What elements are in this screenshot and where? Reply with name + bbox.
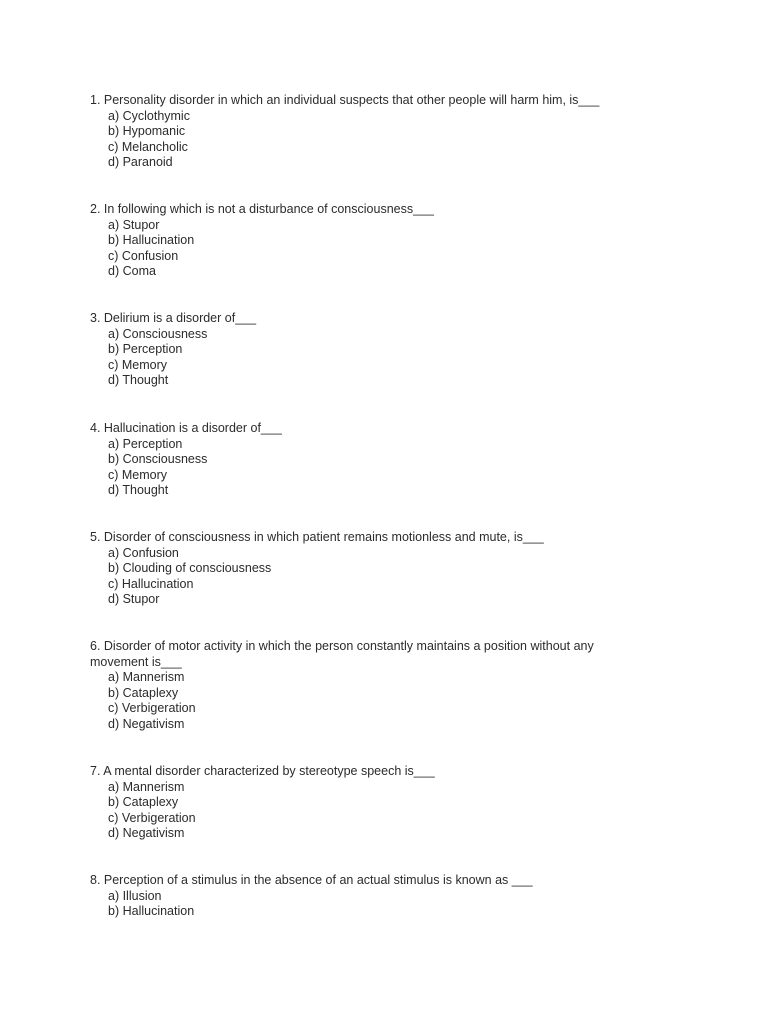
answer-option: d) Thought xyxy=(108,373,169,388)
answer-option: d) Negativism xyxy=(108,826,185,841)
answer-option: d) Stupor xyxy=(108,592,160,607)
answer-option: d) Coma xyxy=(108,264,156,279)
answer-option: b) Cataplexy xyxy=(108,795,179,810)
question-5 xyxy=(90,530,650,608)
answer-option: b) Perception xyxy=(108,342,183,357)
question-text: 6. Disorder of motor activity in which the person constantly maintains a position without any movement is___ xyxy=(90,639,594,669)
question-text: 2. In following which is not a disturbance of consciousness___ xyxy=(90,202,434,216)
answer-option: b) Hypomanic xyxy=(108,124,186,139)
answer-options xyxy=(90,670,650,732)
answer-option: d) Negativism xyxy=(108,716,185,731)
answer-options xyxy=(90,218,650,280)
answer-option: d) Paranoid xyxy=(108,155,173,170)
answer-option: b) Hallucination xyxy=(108,233,195,248)
question-text: 5. Disorder of consciousness in which patient remains motionless and mute, is___ xyxy=(90,530,544,544)
question-7 xyxy=(90,764,650,842)
answer-option: a) Confusion xyxy=(108,545,179,560)
answer-options xyxy=(90,109,650,171)
question-text: 4. Hallucination is a disorder of___ xyxy=(90,421,282,435)
answer-option: c) Verbigeration xyxy=(108,810,196,825)
answer-option: a) Mannerism xyxy=(108,779,185,794)
answer-option: a) Perception xyxy=(108,436,183,451)
answer-option: b) Cataplexy xyxy=(108,685,179,700)
answer-options xyxy=(90,780,650,842)
answer-option: c) Confusion xyxy=(108,248,179,263)
answer-option: a) Illusion xyxy=(108,888,162,903)
question-text: 8. Perception of a stimulus in the absence of an actual stimulus is known as ___ xyxy=(90,873,533,887)
answer-option: c) Verbigeration xyxy=(108,701,196,716)
question-text: 3. Delirium is a disorder of___ xyxy=(90,311,257,325)
answer-option: a) Cyclothymic xyxy=(108,108,190,123)
answer-option: c) Memory xyxy=(108,467,168,482)
question-2 xyxy=(90,202,650,280)
answer-option: b) Clouding of consciousness xyxy=(108,561,272,576)
question-3 xyxy=(90,311,650,389)
answer-options xyxy=(90,437,650,499)
question-1 xyxy=(90,93,650,171)
answer-option: a) Mannerism xyxy=(108,670,185,685)
question-text: 1. Personality disorder in which an individual suspects that other people will harm him, is___ xyxy=(90,93,600,107)
answer-option: c) Hallucination xyxy=(108,576,194,591)
question-6 xyxy=(90,639,650,733)
answer-options xyxy=(90,327,650,389)
answer-option: c) Melancholic xyxy=(108,139,188,154)
answer-option: d) Thought xyxy=(108,483,169,498)
answer-option: a) Stupor xyxy=(108,217,160,232)
answer-options xyxy=(90,546,650,608)
question-text: 7. A mental disorder characterized by stereotype speech is___ xyxy=(90,764,435,778)
question-4 xyxy=(90,421,650,499)
answer-option: b) Hallucination xyxy=(108,904,195,919)
answer-option: b) Consciousness xyxy=(108,452,208,467)
question-8 xyxy=(90,873,650,920)
answer-option: a) Consciousness xyxy=(108,326,208,341)
answer-option: c) Memory xyxy=(108,357,168,372)
answer-options xyxy=(90,889,650,920)
